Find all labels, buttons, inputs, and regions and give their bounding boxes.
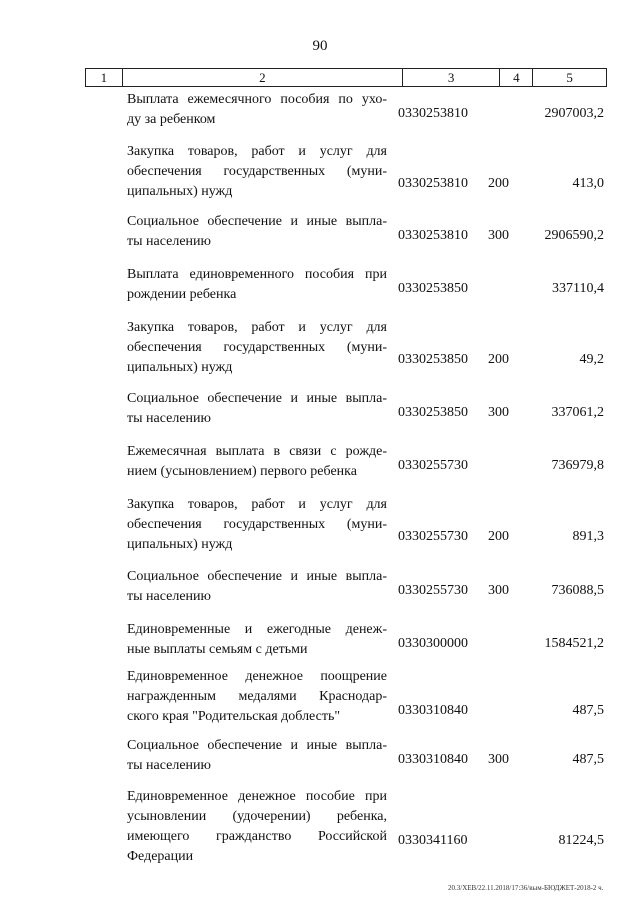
row-code: 0330253850 — [398, 405, 468, 420]
row-name-line: награжденным медалями Краснодар- — [127, 689, 387, 704]
row-name-line: Выплата единовременного пособия при — [127, 267, 387, 282]
row-name — [127, 318, 387, 378]
row-sum: 736088,5 — [551, 583, 604, 598]
row-name — [127, 389, 387, 429]
row-type: 300 — [488, 405, 509, 420]
row-name-line: обеспечения государственных (муни- — [127, 164, 387, 179]
row-name-line: усыновлении (удочерении) ребенка, — [127, 809, 387, 824]
row-name — [127, 736, 387, 776]
row-name-line: ты населению — [127, 411, 211, 426]
row-name-line: Социальное обеспечение и иные выпла- — [127, 214, 387, 229]
row-name-line: обеспечения государственных (муни- — [127, 517, 387, 532]
row-name-line: Социальное обеспечение и иные выпла- — [127, 569, 387, 584]
row-name — [127, 495, 387, 555]
row-name-line: Выплата ежемесячного пособия по ухо- — [127, 92, 387, 107]
row-sum: 337061,2 — [551, 405, 604, 420]
row-name-line: Федерации — [127, 849, 194, 864]
row-sum: 49,2 — [579, 352, 604, 367]
row-name-line: нием (усыновлением) первого ребенка — [127, 464, 357, 479]
row-code: 0330255730 — [398, 583, 468, 598]
row-type: 300 — [488, 228, 509, 243]
row-name — [127, 142, 387, 202]
row-type: 200 — [488, 176, 509, 191]
row-name — [127, 667, 387, 727]
row-code: 0330341160 — [398, 833, 468, 848]
row-name-line: ду за ребенком — [127, 112, 216, 127]
row-name — [127, 90, 387, 130]
row-name-line: обеспечения государственных (муни- — [127, 340, 387, 355]
header-col-3: 3 — [403, 69, 501, 86]
row-sum: 487,5 — [572, 703, 604, 718]
footer-note: 20.3/ХЕВ/22.11.2018/17:36/вым-БЮДЖЕТ-2018-2 ч. — [448, 884, 604, 892]
row-name-line: Единовременные и ежегодные денеж- — [127, 622, 387, 637]
row-sum: 2907003,2 — [544, 106, 604, 121]
row-code: 0330310840 — [398, 752, 468, 767]
row-sum: 736979,8 — [551, 458, 604, 473]
row-name — [127, 442, 387, 482]
row-type: 200 — [488, 529, 509, 544]
row-name — [127, 567, 387, 607]
row-name-line: ципальных) нужд — [127, 537, 233, 552]
row-name-line: ты населению — [127, 758, 211, 773]
row-code: 0330253810 — [398, 176, 468, 191]
header-col-4: 4 — [500, 69, 533, 86]
row-name-line: Закупка товаров, работ и услуг для — [127, 144, 387, 159]
row-code: 0330253850 — [398, 281, 468, 296]
row-sum: 2906590,2 — [544, 228, 604, 243]
page-number: 90 — [312, 38, 328, 54]
row-name-line: имеющего гражданство Российской — [127, 829, 387, 844]
row-name-line: Единовременное денежное поощрение — [127, 669, 387, 684]
row-name-line: ты населению — [127, 234, 211, 249]
row-name — [127, 787, 387, 867]
table-header — [85, 68, 607, 87]
header-col-1: 1 — [86, 69, 123, 86]
row-sum: 487,5 — [572, 752, 604, 767]
row-code: 0330300000 — [398, 636, 468, 651]
row-name-line: ты населению — [127, 589, 211, 604]
row-name-line: ципальных) нужд — [127, 184, 233, 199]
row-sum: 1584521,2 — [544, 636, 604, 651]
row-code: 0330253810 — [398, 228, 468, 243]
row-code: 0330255730 — [398, 458, 468, 473]
row-type: 200 — [488, 352, 509, 367]
row-name-line: ные выплаты семьям с детьми — [127, 642, 308, 657]
row-sum: 81224,5 — [558, 833, 604, 848]
row-code: 0330253810 — [398, 106, 468, 121]
row-sum: 891,3 — [572, 529, 604, 544]
row-name-line: ципальных) нужд — [127, 360, 233, 375]
row-name — [127, 265, 387, 305]
header-col-5: 5 — [566, 70, 573, 85]
row-code: 0330255730 — [398, 529, 468, 544]
row-name — [127, 620, 387, 660]
row-name-line: Закупка товаров, работ и услуг для — [127, 497, 387, 512]
row-code: 0330310840 — [398, 703, 468, 718]
row-sum: 413,0 — [572, 176, 604, 191]
row-name-line: Социальное обеспечение и иные выпла- — [127, 391, 387, 406]
header-col-2: 2 — [123, 69, 403, 86]
row-code: 0330253850 — [398, 352, 468, 367]
row-name-line: Единовременное денежное пособие при — [127, 789, 387, 804]
row-name-line: рождении ребенка — [127, 287, 237, 302]
row-name-line: ского края "Родительская доблесть" — [127, 709, 341, 724]
row-type: 300 — [488, 583, 509, 598]
row-sum: 337110,4 — [552, 281, 604, 296]
row-name — [127, 212, 387, 252]
row-type: 300 — [488, 752, 509, 767]
row-name-line: Закупка товаров, работ и услуг для — [127, 320, 387, 335]
row-name-line: Ежемесячная выплата в связи с рожде- — [127, 444, 387, 459]
row-name-line: Социальное обеспечение и иные выпла- — [127, 738, 387, 753]
